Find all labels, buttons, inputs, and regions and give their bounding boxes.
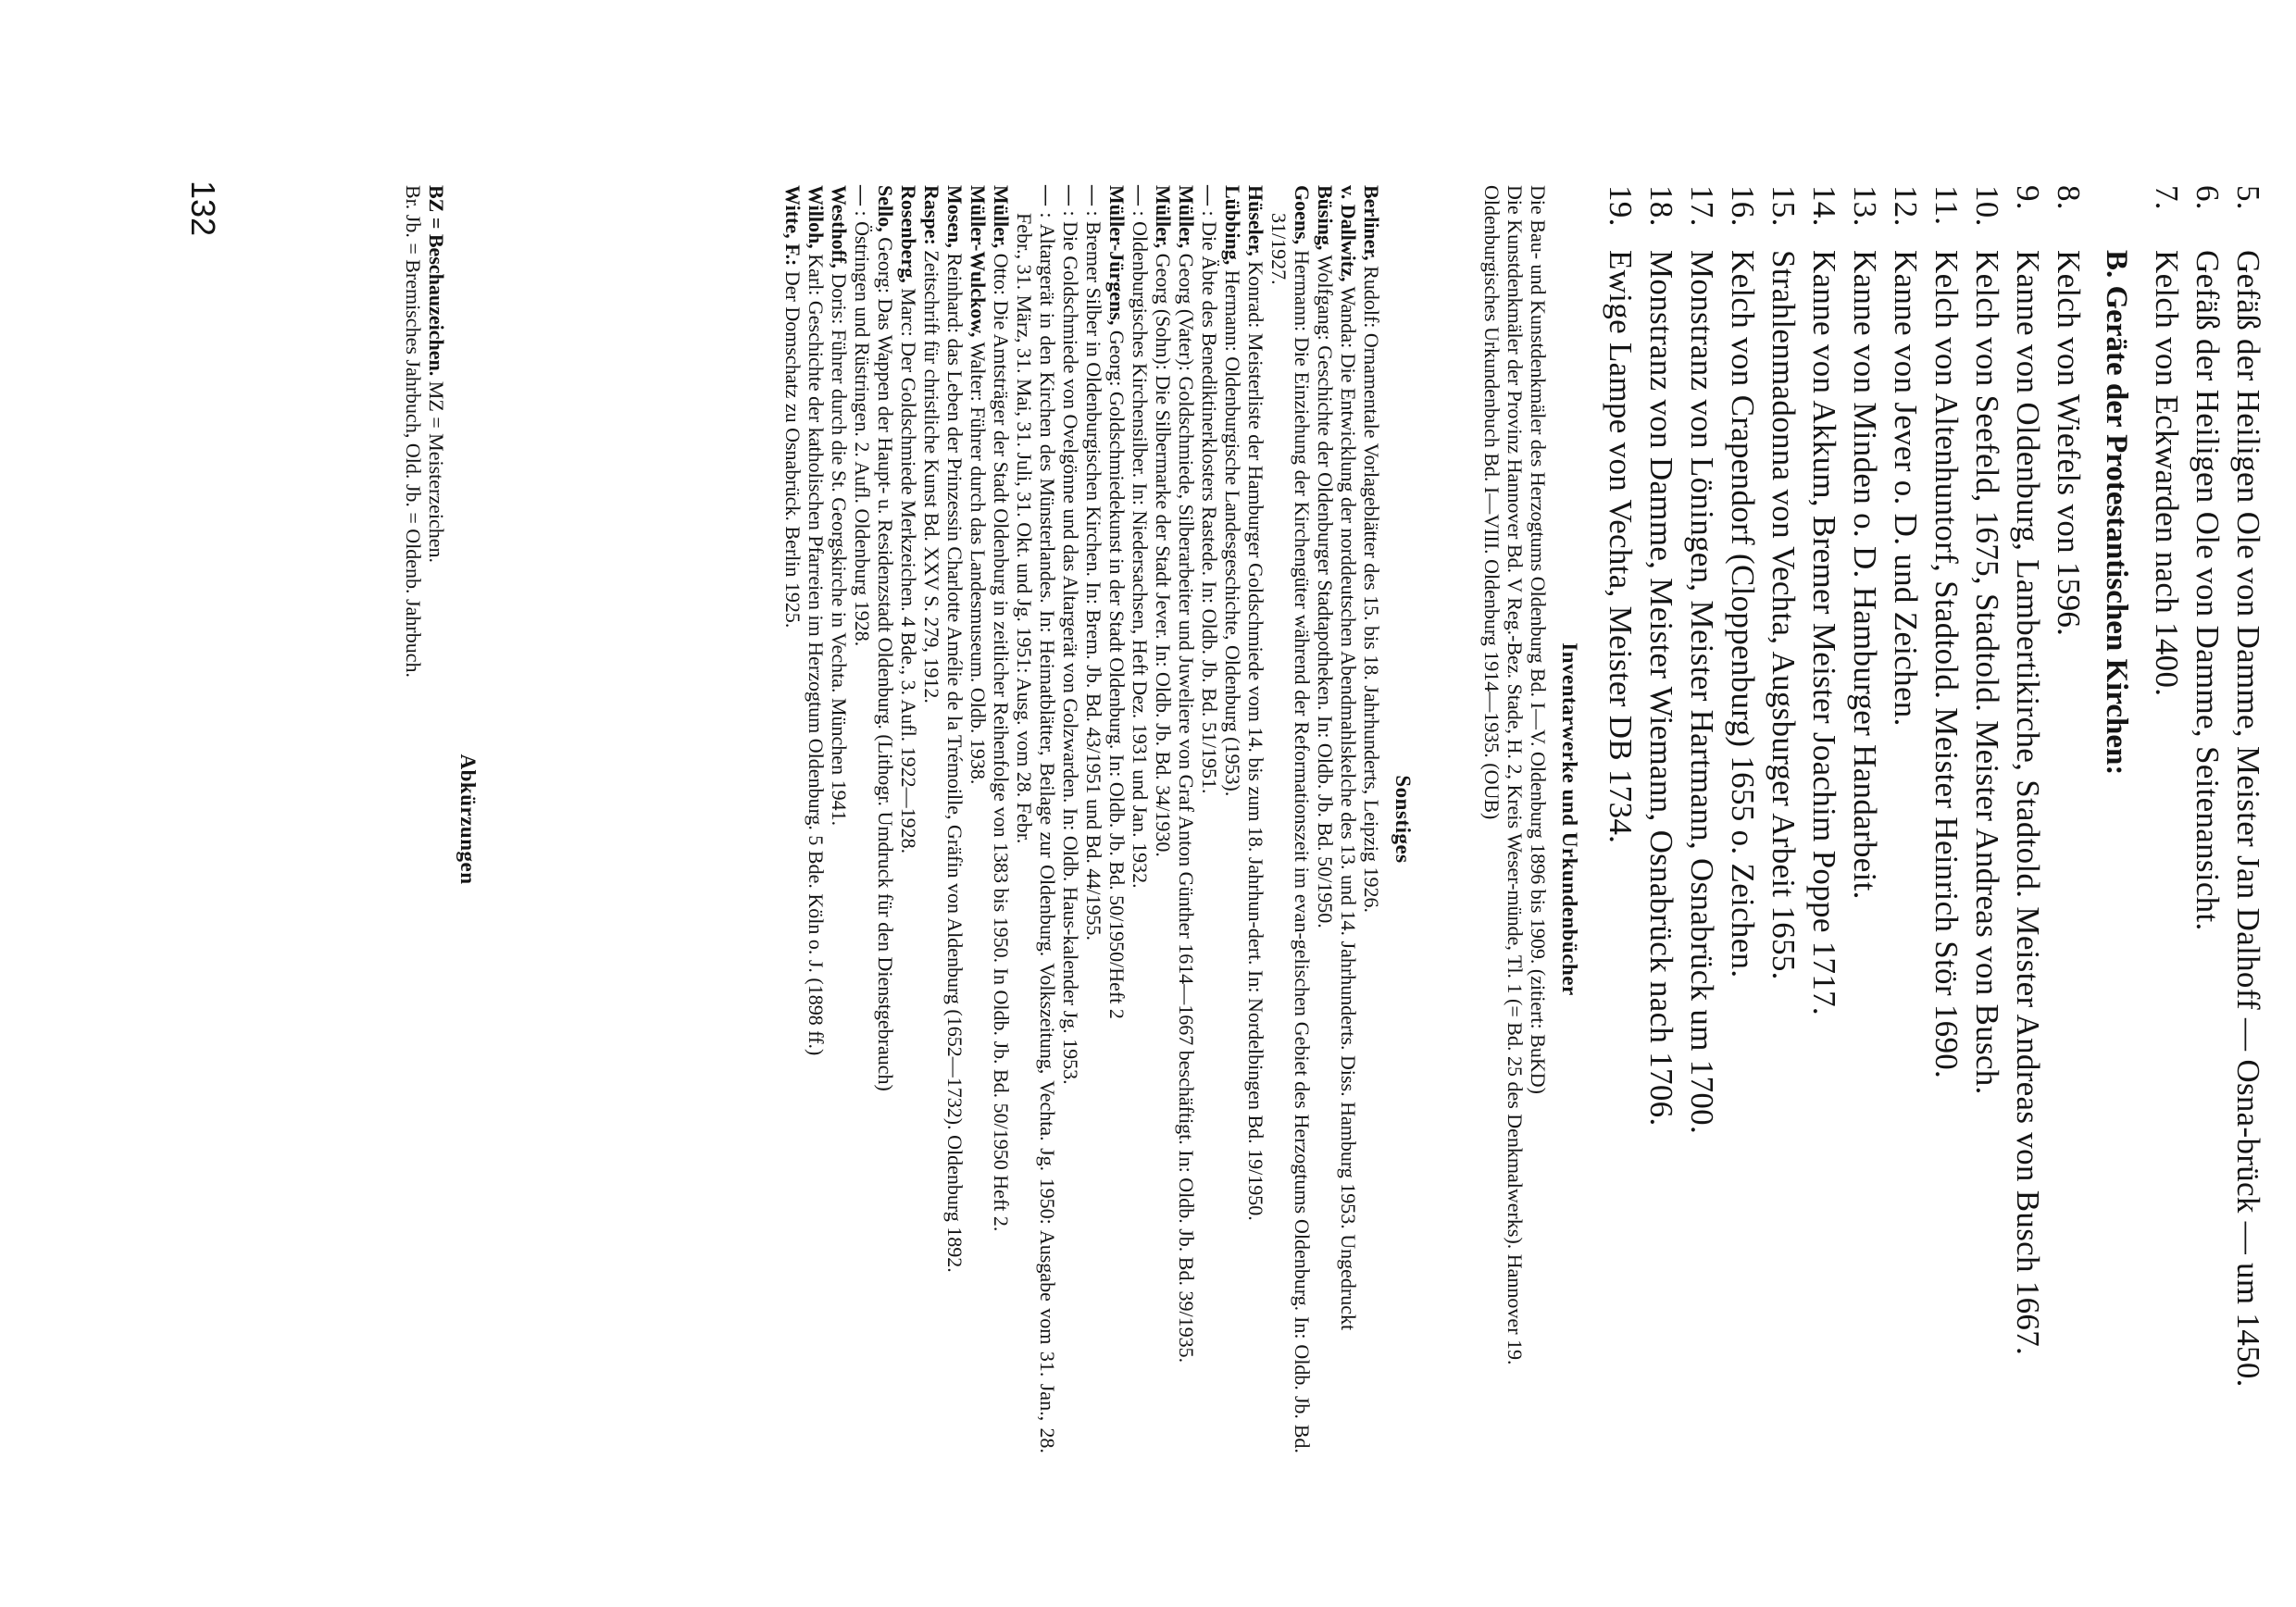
entry-author: Büsing, bbox=[1314, 185, 1337, 251]
entry-text: : Oldenburgisches Kirchensilber. In: Niedersachsen, Heft Dez. 1931 und Jan. 1932. bbox=[1129, 206, 1152, 889]
figure-caption: Monstranz von Damme, Meister Wiemann, Osnabrück nach 1706. bbox=[1643, 250, 1679, 1127]
bibliography-entry bbox=[1527, 185, 1550, 1453]
bibliography-entry bbox=[990, 185, 1013, 1453]
bibliography-entry bbox=[967, 185, 990, 1453]
figure-list-item bbox=[1681, 185, 1722, 1463]
bibliography-entry bbox=[1082, 185, 1105, 1453]
entry-text: Georg (Sohn): Die Silbermarke der Stadt Jever. In: Oldb. Jb. Bd. 34/1930. bbox=[1152, 248, 1175, 857]
abkuerzungen-entries bbox=[402, 185, 448, 1453]
section-abkuerzungen bbox=[402, 185, 481, 1453]
section-heading-inventarwerke: Inventarwerke und Urkundenbücher bbox=[1558, 642, 1581, 996]
entry-author: Müller, bbox=[1152, 185, 1175, 249]
entry-text: Doris: Führer durch die St. Georgskirche in Vechta. München 1941. bbox=[828, 268, 851, 827]
entry-text: Hermann: Oldenburgische Landesgeschichte, Oldenburg (1953). bbox=[1221, 265, 1244, 797]
bibliography-entry bbox=[1013, 185, 1059, 1453]
figure-caption: Kanne von Minden o. D. Hamburger Handarbeit. bbox=[1847, 250, 1883, 900]
section-heading-protestant-vessels: B. Geräte der Protestantischen Kirchen: bbox=[2100, 250, 2133, 776]
entry-author: Müller, bbox=[1175, 185, 1198, 249]
figure-number: 6. bbox=[2190, 185, 2226, 210]
entry-text: Br. Jb. = Bremisches Jahrbuch, Old. Jb. = Oldenb. Jahrbuch. bbox=[402, 185, 425, 678]
bibliography-entry bbox=[1198, 185, 1221, 1453]
figure-caption: Kelch von Wiefels von 1596. bbox=[2051, 250, 2087, 637]
entry-text: Rudolf: Ornamentale Vorlageblätter des 15. bis 18. Jahrhunderts, Leipzig 1926. bbox=[1360, 260, 1383, 913]
figure-number: 19. bbox=[1603, 185, 1639, 227]
figure-number: 10. bbox=[1969, 185, 2005, 227]
figure-list-item bbox=[2227, 185, 2268, 1463]
entry-text: Georg: Das Wappen der Haupt- u. Residenzstadt Oldenburg. (Lithogr. Umdruck für den Dienstgebrauch) bbox=[874, 231, 897, 1091]
section-heading-abkuerzungen: Abkürzungen bbox=[456, 754, 480, 885]
figure-list-item bbox=[1600, 185, 1641, 1463]
entry-text: : Bremer Silber in Oldenburgischen Kirchen. In: Brem. Jb. Bd. 43/1951 und Bd. 44/1955. bbox=[1082, 206, 1105, 941]
entry-author: Sello, bbox=[874, 185, 897, 232]
bibliography-entry bbox=[1105, 185, 1129, 1453]
entry-author: Müller-Wulckow, bbox=[967, 185, 990, 338]
figure-caption: Kelch von Altenhuntorf, Stadtold. Meister Heinrich Stör 1690. bbox=[1928, 250, 1965, 1079]
figure-list-part-b bbox=[1600, 185, 2089, 1463]
entry-text: : Die Äbte des Benediktinerklosters Rastede. In: Oldb. Jb. Bd. 51/1951. bbox=[1198, 206, 1221, 794]
entry-author: Goens, bbox=[1291, 185, 1314, 245]
entry-author: Witte, F.: bbox=[781, 185, 805, 267]
figure-list-item bbox=[1926, 185, 1966, 1463]
figure-number: 18. bbox=[1643, 185, 1679, 227]
figure-number: 17. bbox=[1684, 185, 1720, 227]
entry-text: Georg: Goldschmiedekunst in der Stadt Oldenburg. In: Oldb. Jb. Bd. 50/1950/Heft 2 bbox=[1105, 325, 1129, 1019]
bibliography-entry bbox=[1244, 185, 1267, 1453]
entry-text: MZ = Meisterzeichen. bbox=[425, 376, 448, 564]
figure-caption: Strahlenmadonna von Vechta, Augsburger Arbeit 1655. bbox=[1766, 250, 1802, 980]
figure-number: 7. bbox=[2149, 185, 2185, 210]
entry-author: — bbox=[1059, 185, 1082, 206]
entry-author: — bbox=[1036, 185, 1059, 206]
section-inventarwerke bbox=[1480, 185, 1583, 1453]
entry-author: Berliner, bbox=[1360, 185, 1383, 261]
figure-caption: Gefäß der Heiligen Ole von Damme, Meister Jan Dalhoff — Osna-brück — um 1450. bbox=[2230, 250, 2266, 1388]
figure-list-item bbox=[2007, 185, 2048, 1463]
figure-number: 16. bbox=[1725, 185, 1761, 227]
figure-caption: Kanne von Akkum, Bremer Meister Joachim Poppe 1717. bbox=[1806, 250, 1842, 1015]
entry-author: — bbox=[1082, 185, 1105, 206]
entry-author: — bbox=[1198, 185, 1221, 206]
figure-caption: Kelch von Seefeld, 1675, Stadtold. Meister Andreas von Busch. bbox=[1969, 250, 2005, 1095]
figure-number: 15. bbox=[1766, 185, 1802, 227]
figure-caption: Kelch von Eckwarden nach 1400. bbox=[2149, 250, 2185, 697]
sonstiges-entries bbox=[781, 185, 1383, 1453]
figure-number: 11. bbox=[1928, 185, 1965, 226]
bibliography-entry bbox=[425, 185, 448, 1453]
entry-text: Hermann: Die Einziehung der Kirchengüter während der Reformationszeit im evan-gelischen Gebiet des Herzogtums Oldenburg. In: Oldb. Jb. Bd. 31/1927. bbox=[1267, 213, 1314, 1453]
figure-caption: Ewige Lampe von Vechta, Meister DB 1734. bbox=[1603, 250, 1639, 844]
bibliography-entry bbox=[1059, 185, 1082, 1453]
bibliography-entry bbox=[851, 185, 874, 1453]
bibliography-entry bbox=[1129, 185, 1152, 1453]
bibliography-entry bbox=[874, 185, 897, 1453]
entry-author: Westhoff, bbox=[828, 185, 851, 268]
entry-text: Oldenburgisches Urkundenbuch Bd. I—VIII. Oldenburg 1914—1935. (OUB) bbox=[1480, 185, 1504, 820]
bibliography-entry bbox=[943, 185, 967, 1453]
figure-number: 8. bbox=[2051, 185, 2087, 210]
entry-author: Rosenberg, bbox=[897, 185, 920, 283]
figure-list-item bbox=[1844, 185, 1885, 1463]
bibliography-entry bbox=[1360, 185, 1383, 1453]
figure-list-item bbox=[1722, 185, 1763, 1463]
entry-text: : Altargerät in den Kirchen des Münsterlandes. In: Heimatblätter, Beilage zur Oldenburg. Volkszeitung, Vechta. Jg. 1950: Ausgabe vom 31. Jan., 28. Febr., 31. März, 31. Mai, 31. Juli, 31. Okt. und Jg. 1951: Ausg. vom 28. Febr. bbox=[1013, 206, 1059, 1453]
entry-text: Reinhard: das Leben der Prinzessin Charlotte Amélie de la Trémoille, Gräfin von Aldenburg (1652—1732). Oldenburg 1892. bbox=[943, 247, 967, 1273]
figure-list-part-a bbox=[2146, 185, 2268, 1463]
figure-caption: Kanne von Oldenburg, Lambertikirche, Stadtold. Meister Andreas von Busch 1667. bbox=[2010, 250, 2046, 1356]
entry-text: Marc: Der Goldschmiede Merkzeichen. 4 Bde., 3. Aufl. 1922—1928. bbox=[897, 282, 920, 854]
bibliography-entry bbox=[1152, 185, 1175, 1453]
bibliography-entry bbox=[1337, 185, 1360, 1453]
entry-text: : Östringen und Rüstringen. 2. Aufl. Oldenburg 1928. bbox=[851, 206, 874, 647]
bibliography-entry bbox=[828, 185, 851, 1453]
section-sonstiges bbox=[781, 185, 1416, 1453]
figure-number: 12. bbox=[1888, 185, 1924, 227]
entry-text: Otto: Die Amtsträger der Stadt Oldenburg in zeitlicher Reihenfolge von 1383 bis 1950. In Oldb. Jb. Bd. 50/1950 Heft 2. bbox=[990, 248, 1013, 1232]
entry-text: Wolfgang: Geschichte der Oldenburger Stadtapotheken. In: Oldb. Jb. Bd. 50/1950. bbox=[1314, 250, 1337, 928]
figure-list-item bbox=[2048, 185, 2089, 1463]
figure-list-item bbox=[1641, 185, 1681, 1463]
entry-author: Hüseler, bbox=[1244, 185, 1267, 256]
figure-caption: Kelch von Crapendorf (Cloppenburg) 1655 o. Zeichen. bbox=[1725, 250, 1761, 978]
figure-list-item bbox=[2146, 185, 2187, 1463]
page-number: 132 bbox=[184, 181, 222, 237]
entry-text: Konrad: Meisterliste der Hamburger Goldschmiede vom 14. bis zum 18. Jahrhun-dert. In: Nordelbingen Bd. 19/1950. bbox=[1244, 255, 1267, 1221]
figure-list bbox=[1600, 185, 2268, 1463]
entry-author: Lübbing, bbox=[1221, 185, 1244, 266]
bibliography-entry bbox=[781, 185, 805, 1453]
bibliography-entry bbox=[1267, 185, 1314, 1453]
bibliography-entry bbox=[402, 185, 425, 1453]
entry-text: Die Bau- und Kunstdenkmäler des Herzogtums Oldenburg Bd. I—V. Oldenburg 1896 bis 1909. (zitiert: BuKD) bbox=[1527, 185, 1550, 1094]
figure-list-item bbox=[1966, 185, 2007, 1463]
entry-author: BZ = Beschauzeichen. bbox=[425, 185, 448, 377]
entry-author: Müller-Jürgens, bbox=[1105, 185, 1129, 326]
bibliography-entry bbox=[1175, 185, 1198, 1453]
entry-author: v. Dallwitz, bbox=[1337, 185, 1360, 282]
entry-text: Zeitschrift für christliche Kunst Bd. XXV S. 279, 1912. bbox=[920, 244, 943, 704]
entry-author: Mosen, bbox=[943, 185, 967, 248]
figure-number: 5. bbox=[2230, 185, 2266, 210]
inventarwerke-entries bbox=[1480, 185, 1550, 1453]
entry-text: Walter: Führer durch das Landesmuseum. Oldb. 1938. bbox=[967, 337, 990, 785]
entry-text: Der Domschatz zu Osnabrück. Berlin 1925. bbox=[781, 266, 805, 629]
figure-number: 9. bbox=[2010, 185, 2046, 210]
figure-caption: Kanne von Jever o. D. und Zeichen. bbox=[1888, 250, 1924, 727]
figure-list-item bbox=[1763, 185, 1803, 1463]
bibliography-entry bbox=[1221, 185, 1244, 1453]
entry-author: Raspe: bbox=[920, 185, 943, 245]
entry-author: — bbox=[1129, 185, 1152, 206]
bibliography-entry bbox=[1504, 185, 1527, 1453]
bibliography-entry bbox=[897, 185, 920, 1453]
figure-caption: Monstranz von Löningen, Meister Hartmann, Osnabrück um 1700. bbox=[1684, 250, 1720, 1135]
entry-text: Die Kunstdenkmäler der Provinz Hannover Bd. V Reg.-Bez. Stade, H. 2, Kreis Weser-münde, Tl. 1 (= Bd. 25 des Denkmalwerks). Hannover 19. bbox=[1504, 185, 1527, 1365]
entry-text: Wanda: Die Entwicklung der norddeutschen Abendmahlskelche des 13. und 14. Jahrhunderts. Diss. Hamburg 1953. Ungedruckt bbox=[1337, 281, 1360, 1331]
bibliography-entry bbox=[1480, 185, 1504, 1453]
figure-number: 13. bbox=[1847, 185, 1883, 227]
figure-list-item bbox=[1803, 185, 1844, 1463]
entry-author: — bbox=[851, 185, 874, 206]
bibliography-entry bbox=[920, 185, 943, 1453]
section-heading-sonstiges: Sonstiges bbox=[1391, 775, 1415, 864]
entry-text: Georg (Vater): Goldschmiede, Silberarbeiter und Juweliere von Graf Anton Günther 1614—1667 beschäftigt. In: Oldb. Jb. Bd. 39/1935. bbox=[1175, 248, 1198, 1364]
figure-list-item bbox=[2187, 185, 2227, 1463]
figure-list-item bbox=[1885, 185, 1926, 1463]
entry-author: Willoh, bbox=[805, 185, 828, 249]
bibliography-entry bbox=[805, 185, 828, 1453]
bibliography-entry bbox=[1314, 185, 1337, 1453]
entry-text: Karl: Geschichte der katholischen Pfarreien im Herzogtum Oldenburg. 5 Bde. Köln o. J. (1898 ff.) bbox=[805, 248, 828, 1056]
entry-author: Müller, bbox=[990, 185, 1013, 249]
figure-number: 14. bbox=[1806, 185, 1842, 227]
entry-text: : Die Goldschmiede von Ovelgönne und das Altargerät von Golzwarden. In: Oldb. Haus-kalender Jg. 1953. bbox=[1059, 206, 1082, 1085]
figure-caption: Gefäß der Heiligen Ole von Damme, Seitenansicht. bbox=[2190, 250, 2226, 931]
